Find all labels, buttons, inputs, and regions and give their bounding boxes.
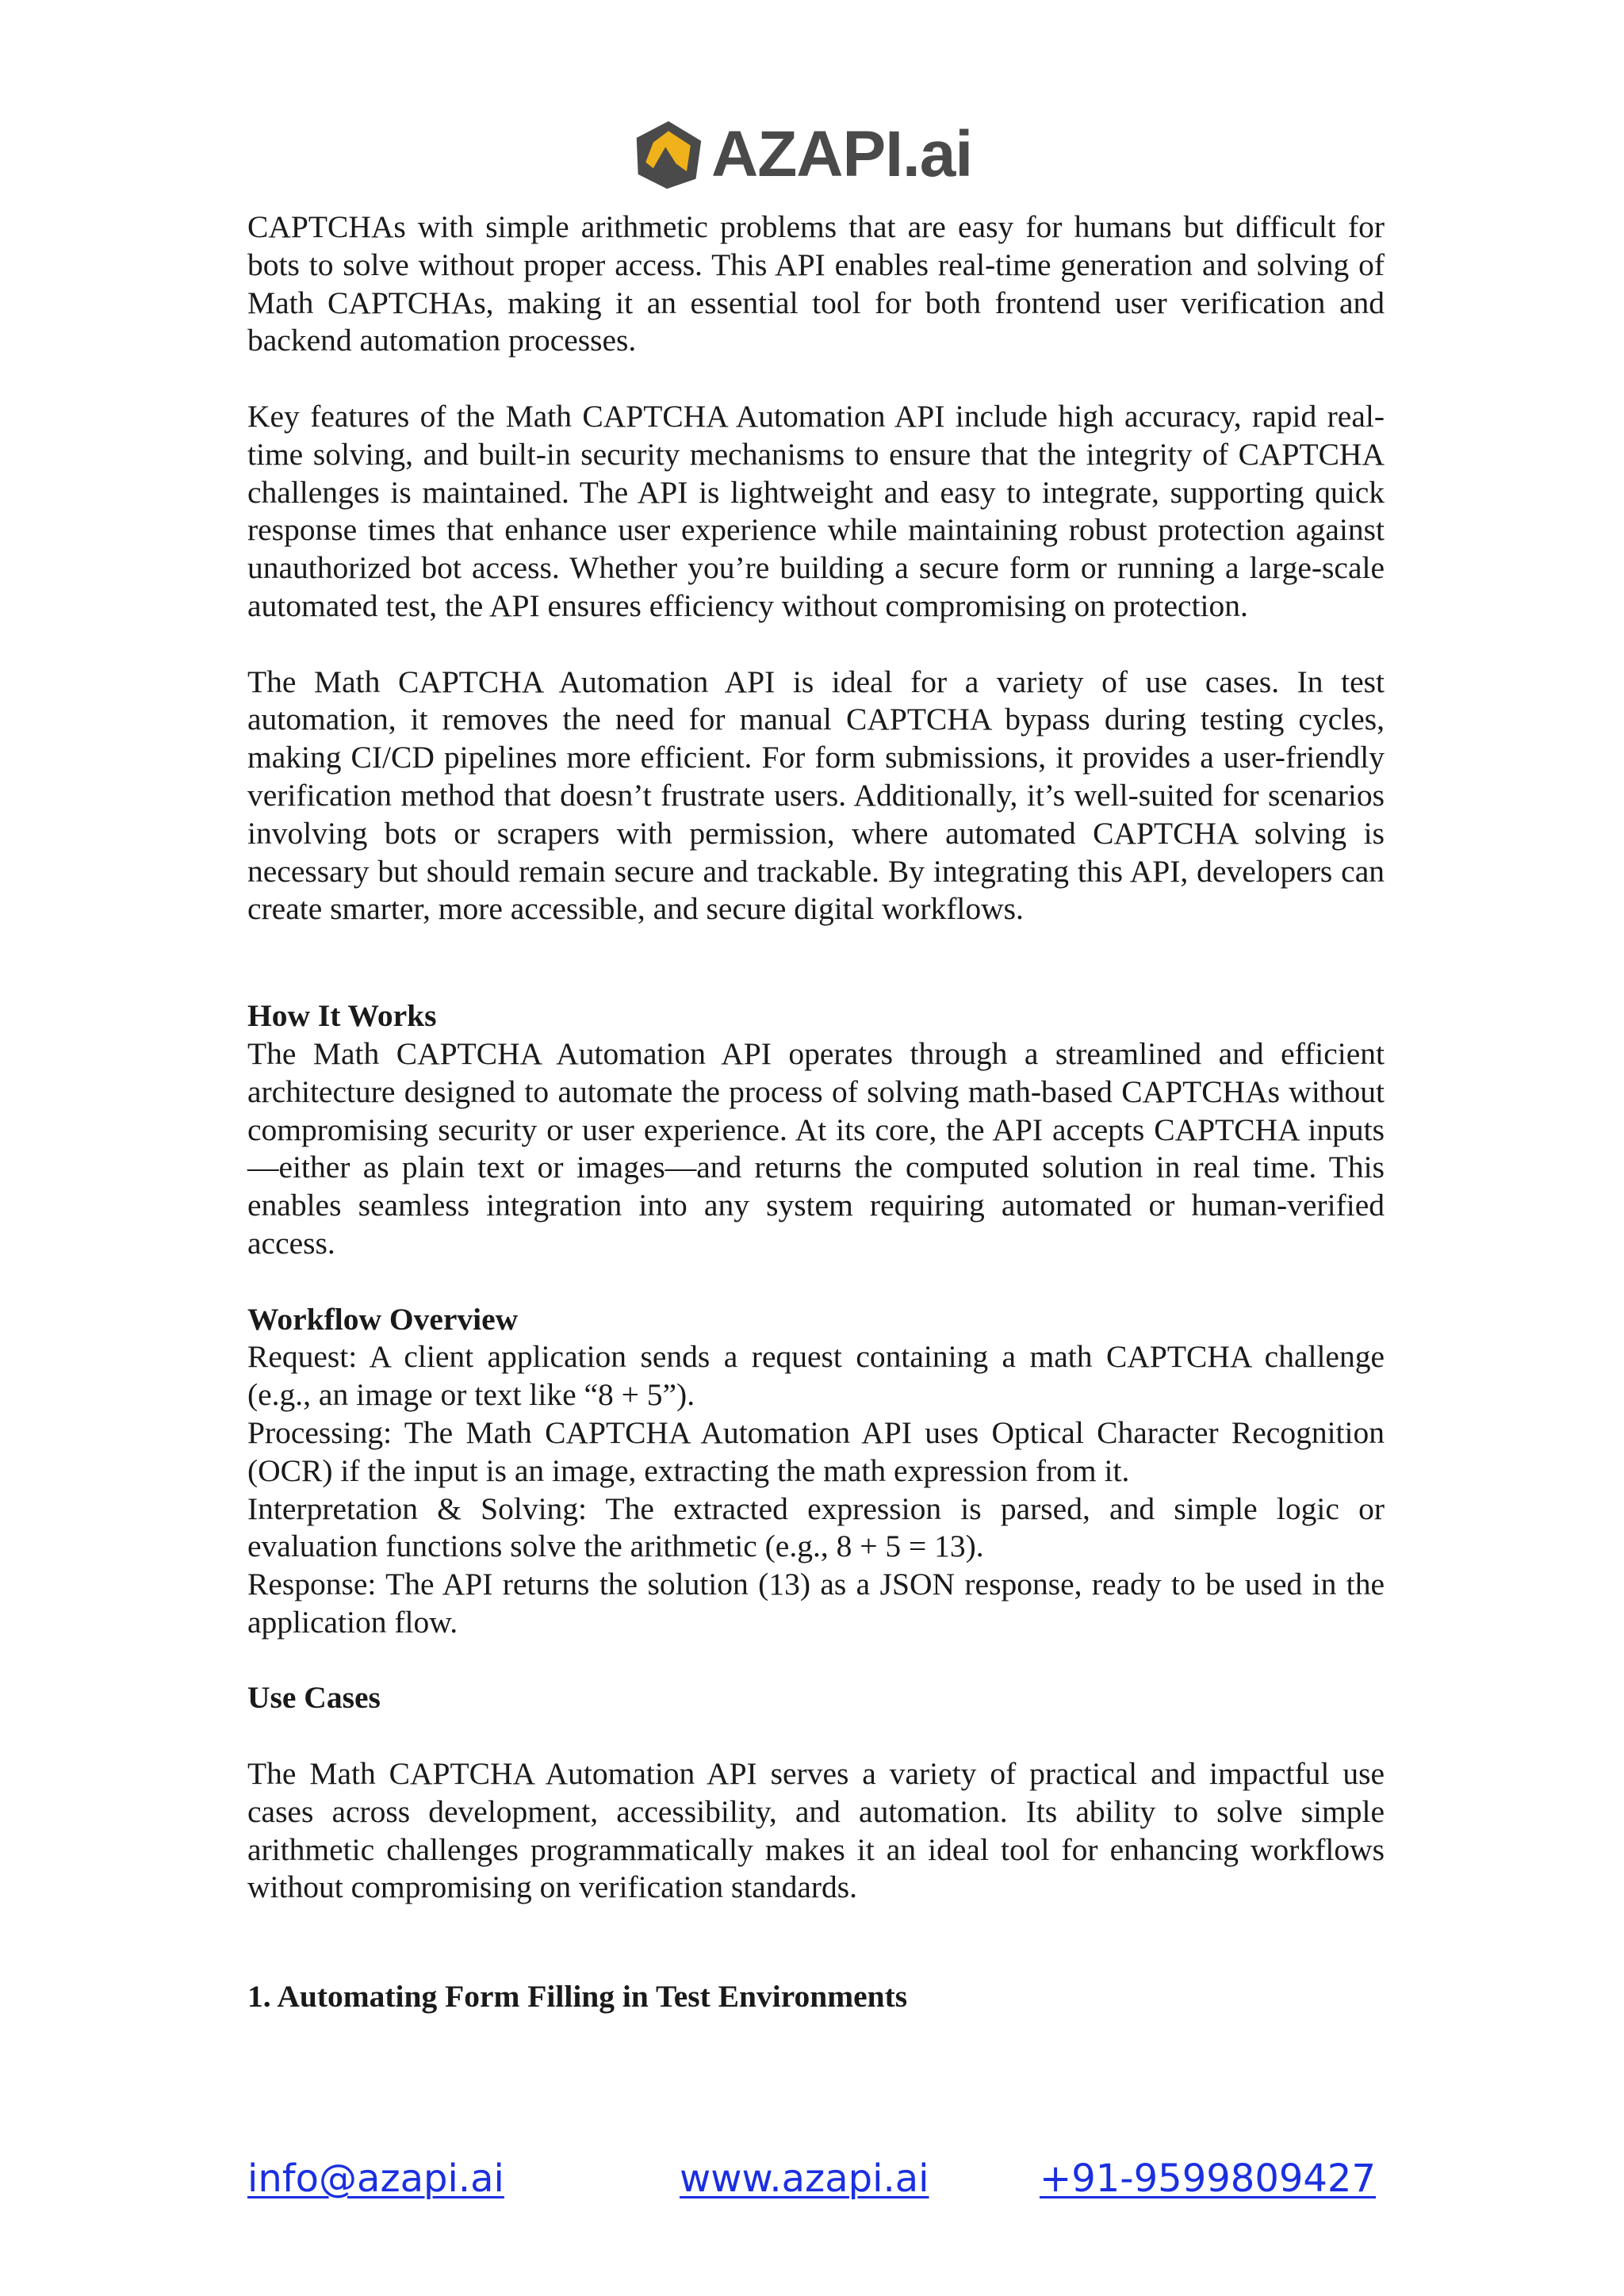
use-cases-heading: Use Cases <box>247 1680 381 1716</box>
workflow-step-processing: Processing: The Math CAPTCHA Automation API uses Optical Character Recognition (OCR) if the input is an image, extracting the math expression from it. <box>247 1414 1385 1488</box>
use-cases-intro-paragraph: The Math CAPTCHA Automation API is ideal for a variety of use cases. In test automation, it removes the need for manual CAPTCHA bypass during testing cycles, making CI/CD pipelines more efficient. For form submissions, it provides a user-friendly verification method that doesn’t frustrate users. Additionally, it’s well-suited for scenarios involving bots or scrapers with permission, where automated CAPTCHA solving is necessary but should remain secure and trackable. By integrating this API, developers can create smarter, more accessible, and secure digital workflows. <box>247 664 1385 927</box>
workflow-step-solving: Interpretation & Solving: The extracted expression is parsed, and simple logic or evaluation functions solve the arithmetic (e.g., 8 + 5 = 13). <box>247 1490 1385 1564</box>
footer-website-link[interactable]: www.azapi.ai <box>680 2156 929 2201</box>
how-it-works-heading: How It Works <box>247 998 437 1034</box>
workflow-step-request: Request: A client application sends a request containing a math CAPTCHA challenge (e.g., an image or text like “8 + 5”). <box>247 1339 1385 1413</box>
document-body <box>247 209 1385 2016</box>
azapi-logo-icon <box>630 118 707 191</box>
features-paragraph: Key features of the Math CAPTCHA Automation API include high accuracy, rapid real-time solving, and built-in security mechanisms to ensure that the integrity of CAPTCHA challenges is maintained. The API is lightweight and easy to integrate, supporting quick response times that enhance user experience while maintaining robust protection against unauthorized bot access. Whether you’re building a secure form or running a large-scale automated test, the API ensures efficiency without compromising on protection. <box>247 398 1385 623</box>
how-it-works-paragraph: The Math CAPTCHA Automation API operates through a streamlined and efficient architecture designed to automate the process of solving math-based CAPTCHAs without compromising security or user experience. At its core, the API accepts CAPTCHA inputs—either as plain text or images—and returns the computed solution in real time. This enables seamless integration into any system requiring automated or human-verified access. <box>247 1035 1385 1261</box>
form-filling-subheading: 1. Automating Form Filling in Test Environments <box>247 1979 908 2015</box>
intro-paragraph: CAPTCHAs with simple arithmetic problems that are easy for humans but difficult for bots to solve without proper access. This API enables real-time generation and solving of Math CAPTCHAs, making it an essential tool for both frontend user verification and backend automation processes. <box>247 209 1385 358</box>
footer-phone-link[interactable]: +91-9599809427 <box>1040 2156 1377 2201</box>
azapi-logo <box>630 117 972 192</box>
workflow-step-response: Response: The API returns the solution (13) as a JSON response, ready to be used in the application flow. <box>247 1567 1385 1640</box>
page-footer <box>0 2156 1624 2212</box>
brand-wordmark: AZAPI.ai <box>711 118 973 190</box>
workflow-overview-heading: Workflow Overview <box>247 1301 519 1337</box>
use-cases-paragraph: The Math CAPTCHA Automation API serves a variety of practical and impactful use cases across development, accessibility, and automation. Its ability to solve simple arithmetic challenges programmatically makes it an ideal tool for enhancing workflows without compromising on verification standards. <box>247 1756 1385 1905</box>
footer-email-link[interactable]: info@azapi.ai <box>247 2156 504 2201</box>
